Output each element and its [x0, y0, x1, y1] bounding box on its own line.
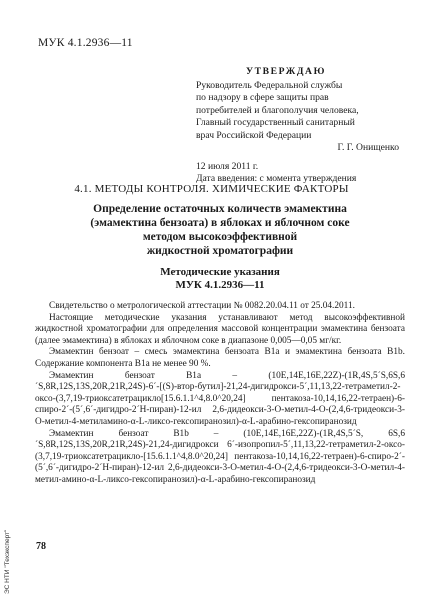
title-line: (эмамектина бензоата) в яблоках и яблочном соке — [90, 217, 350, 229]
subtitle — [40, 266, 400, 292]
paragraph-b1b: Эмамектин бензоат B1b – (10E,14E,16E,22Z)-(1R,4S,5´S, 6S,6´S,8R,12S,13S,20R,21R,24S)-21,24-дигидрокси 6´-изопропил-5´,11,13,22-тетраметил-2-оксо-(3,7,19-триоксатетрацикло-[15.6.1.1^4,8.0^20,24] пентакоза-10,14,16,22-тетраен)-6-спиро-2´-(5´,6´-дигидро-2´H-пиран)-12-ил 2,6-дидеокси-3-О-метил-4-О-(2,4,6-тридеокси-3-О-метил-4-метил-амино-α-L-ликсо-гексопиранозил)-α-L-арабино-гексопиранозид — [35, 428, 405, 485]
title-line: жидкостной хроматографии — [146, 245, 294, 257]
effective-date: Дата введения: с момента утверждения — [196, 173, 357, 184]
paragraph-b1a: Эмамектин бензоат B1a – (10E,14E,16E,22Z)-(1R,4S,5´S,6S,6´S,8R,12S,13S,20R,21R,24S)-6´-[(S)-втор-бутил]-21,24-дигидрокси-5´,11,13,22-тетраметил-2-оксо-(3,7,19-триоксатетрацикло[15.6.1.1^4,8.0^20,24] пентакоза-10,14,16,22-тетраен)-6-спиро-2´-(5´,6´-дигидро-2´H-пиран)-12-ил 2,6-дидеокси-3-О-метил-4-О-(2,4,6-тридеокси-3-О-метил-4-метиламино-α-L-ликсо-гексопиранозил)-α-L-арабино-гексопиранозид — [35, 370, 405, 427]
title-line: методом высокоэффективной — [142, 231, 298, 243]
paragraph-scope: Настоящие методические указания устанавливают метод высокоэффективной жидкостной хроматографии для определения массовой концентрации эмамектина бензоата (далее эмамектина) в яблоках и яблочном соке в диапазоне 0,005—0,05 мг/кг. — [35, 312, 405, 346]
subtitle-line: Методические указания — [160, 266, 280, 278]
subtitle-line: МУК 4.1.2936—11 — [175, 279, 265, 291]
approval-block — [196, 66, 411, 186]
approval-line: Главный государственный санитарный — [196, 117, 355, 128]
approval-date: 12 июля 2011 г. — [196, 160, 259, 172]
document-code: МУК 4.1.2936—11 — [38, 37, 133, 49]
side-stamp — [4, 520, 16, 594]
section-heading: 4.1. МЕТОДЫ КОНТРОЛЯ. ХИМИЧЕСКИЕ ФАКТОРЫ — [74, 183, 349, 195]
approval-line: Руководитель Федеральной службы — [196, 79, 343, 91]
body-text — [35, 301, 405, 487]
signatory-name: Г. Г. Онищенко — [337, 142, 399, 153]
side-stamp-text: ЭС НТИ "Техэксперт" — [4, 529, 11, 594]
page-number: 78 — [36, 541, 46, 552]
paragraph-certificate: Свидетельство о метрологической аттестации № 0082.20.04.11 от 25.04.2011. — [49, 301, 355, 311]
approval-line: врач Российской Федерации — [196, 129, 312, 141]
main-title — [40, 202, 400, 258]
title-line: Определение остаточных количеств эмамектина — [93, 203, 347, 215]
approval-title: УТВЕРЖДАЮ — [246, 66, 326, 77]
paragraph-composition: Эмамектин бензоат – смесь эмамектина бензоата B1a и эмамектина бензоата B1b. Содержание компонента B1a не менее 90 %. — [35, 347, 405, 369]
approval-line: потребителей и благополучия человека, — [196, 104, 359, 116]
approval-line: по надзору в сфере защиты прав — [196, 92, 329, 103]
